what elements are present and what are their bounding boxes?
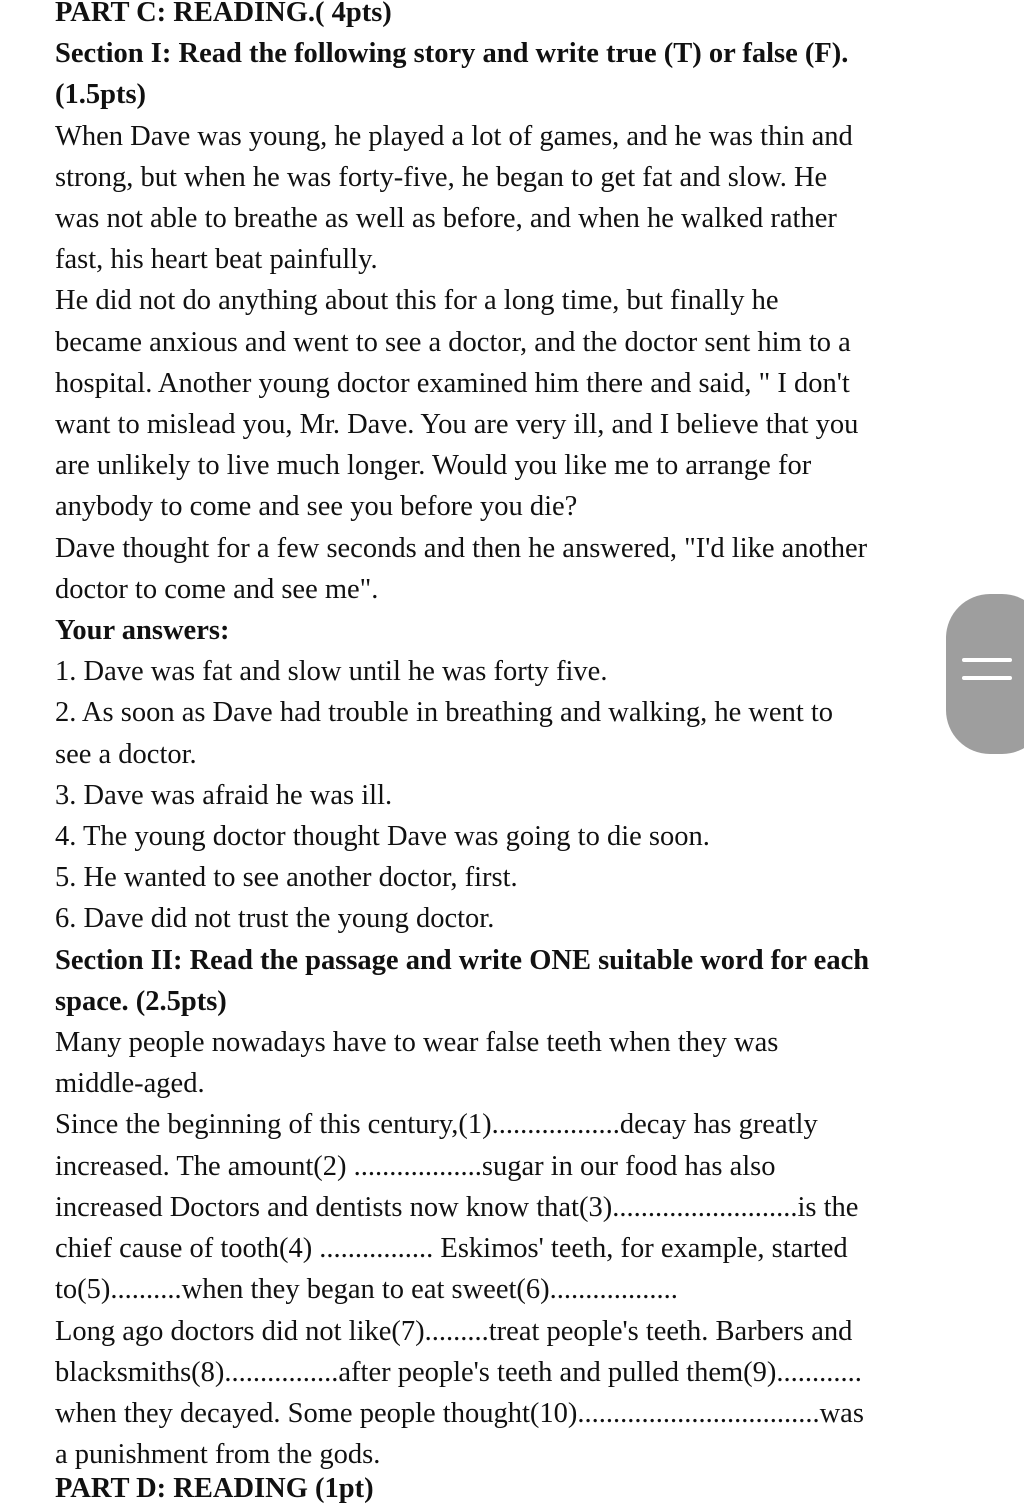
- passage-line: blacksmiths(8)................after people's teeth and pulled them(9)............: [55, 1356, 862, 1388]
- story-line: When Dave was young, he played a lot of games, and he was thin and: [55, 120, 853, 152]
- statement-line: 6. Dave did not trust the young doctor.: [55, 903, 495, 935]
- passage-line: a punishment from the gods.: [55, 1439, 381, 1471]
- story-line: became anxious and went to see a doctor, and the doctor sent him to a: [55, 326, 851, 358]
- story-line: hospital. Another young doctor examined him there and said, " I don't: [55, 367, 850, 399]
- scroll-drag-handle[interactable]: [946, 594, 1024, 754]
- statement-line: 4. The young doctor thought Dave was going to die soon.: [55, 821, 710, 853]
- passage-line: Long ago doctors did not like(7).........treat people's teeth. Barbers and: [55, 1315, 853, 1347]
- answers-label: Your answers:: [55, 615, 230, 647]
- passage-line: Since the beginning of this century,(1)..................decay has greatly: [55, 1109, 818, 1141]
- worksheet-content: [55, 0, 965, 1475]
- section1-heading-line2: (1.5pts): [55, 79, 147, 111]
- story-line: anybody to come and see you before you die?: [55, 491, 578, 523]
- story-line: He did not do anything about this for a long time, but finally he: [55, 285, 779, 317]
- drag-handle-icon: [962, 658, 1012, 662]
- statement-line: see a doctor.: [55, 738, 197, 770]
- next-part-title-cutoff: PART D: READING (1pt): [55, 1473, 374, 1504]
- story-line: doctor to come and see me".: [55, 573, 379, 605]
- part-title: PART C: READING.( 4pts): [55, 0, 392, 28]
- passage-line: middle-aged.: [55, 1068, 205, 1100]
- story-line: was not able to breathe as well as before, and when he walked rather: [55, 203, 837, 235]
- statement-line: 1. Dave was fat and slow until he was forty five.: [55, 656, 608, 688]
- drag-handle-icon: [962, 676, 1012, 680]
- story-line: want to mislead you, Mr. Dave. You are very ill, and I believe that you: [55, 409, 859, 441]
- passage-line: Many people nowadays have to wear false teeth when they was: [55, 1027, 779, 1059]
- passage-line: to(5)..........when they began to eat sweet(6)..................: [55, 1274, 678, 1306]
- passage-line: chief cause of tooth(4) ................ Eskimos' teeth, for example, started: [55, 1233, 848, 1265]
- passage-line: increased Doctors and dentists now know that(3)..........................is the: [55, 1191, 859, 1223]
- statement-line: 5. He wanted to see another doctor, first.: [55, 862, 518, 894]
- story-line: Dave thought for a few seconds and then he answered, "I'd like another: [55, 532, 868, 564]
- section1-heading-line1: Section I: Read the following story and write true (T) or false (F).: [55, 38, 849, 70]
- story-line: fast, his heart beat painfully.: [55, 244, 378, 276]
- section2-heading-line2: space. (2.5pts): [55, 985, 227, 1017]
- passage-line: when they decayed. Some people thought(10)..................................was: [55, 1397, 864, 1429]
- section2-heading-line1: Section II: Read the passage and write ONE suitable word for each: [55, 944, 870, 976]
- story-line: are unlikely to live much longer. Would you like me to arrange for: [55, 450, 812, 482]
- story-line: strong, but when he was forty-five, he began to get fat and slow. He: [55, 161, 828, 193]
- passage-line: increased. The amount(2) ..................sugar in our food has also: [55, 1150, 776, 1182]
- statement-line: 3. Dave was afraid he was ill.: [55, 779, 393, 811]
- statement-line: 2. As soon as Dave had trouble in breathing and walking, he went to: [55, 697, 834, 729]
